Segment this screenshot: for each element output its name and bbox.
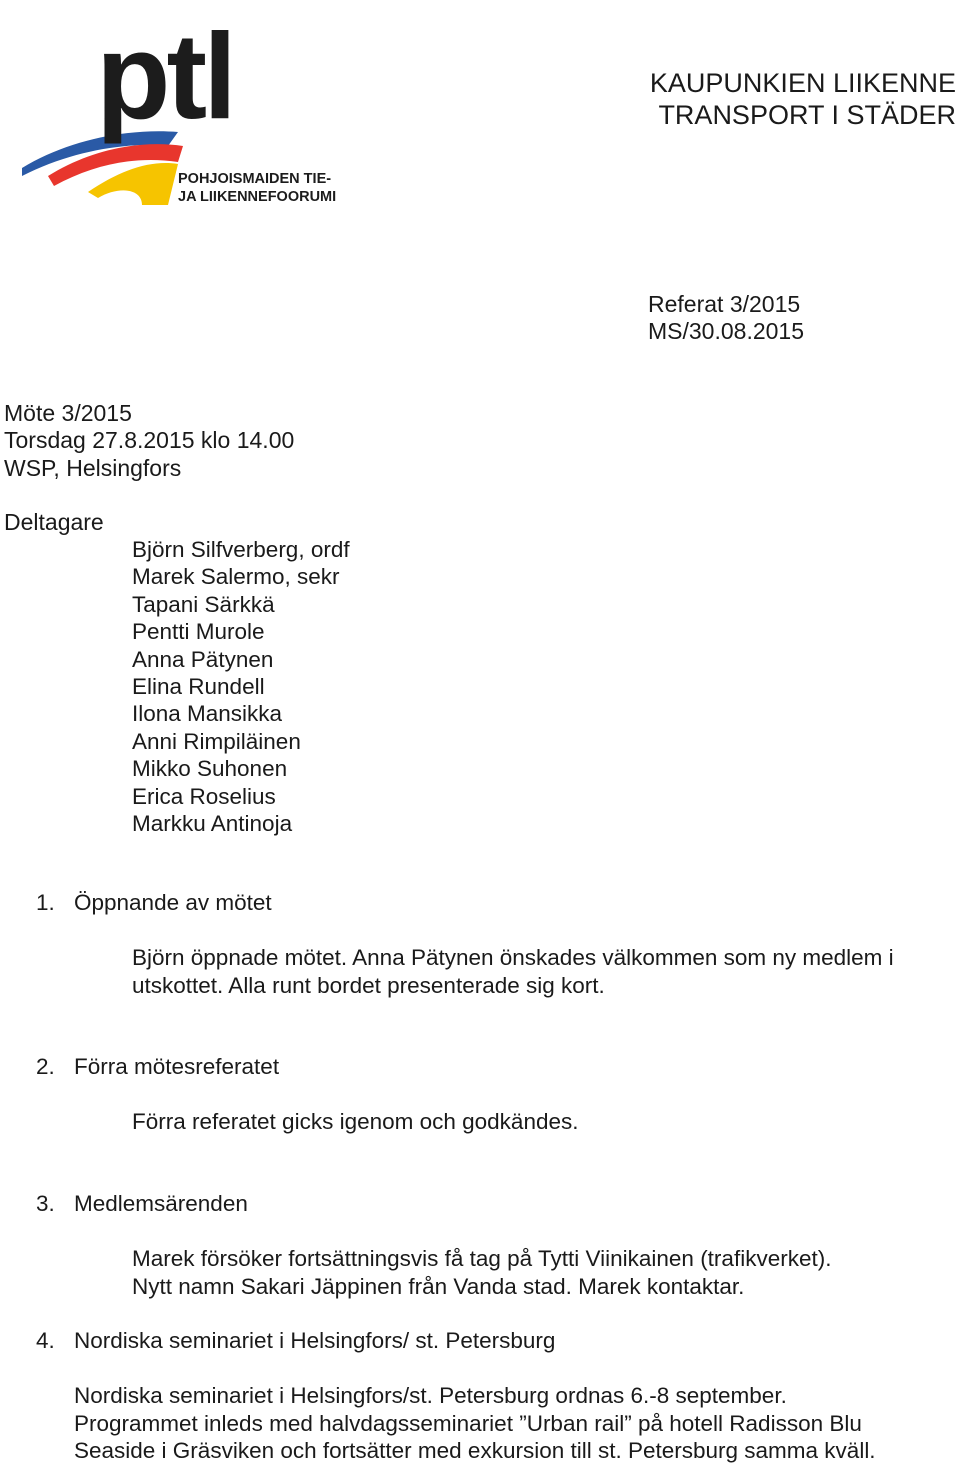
body-line: Björn öppnade mötet. Anna Pätynen önskades välkommen som ny medlem i (132, 945, 894, 970)
meeting-name: Möte 3/2015 (4, 400, 132, 426)
section-4-number: 4. (36, 1328, 55, 1353)
participant: Anni Rimpiläinen (132, 728, 301, 754)
section-1-title: Öppnande av mötet (74, 890, 272, 915)
body-line: Marek försöker fortsättningsvis få tag på Tytti Viinikainen (trafikverket). (132, 1246, 832, 1271)
participant: Anna Pätynen (132, 646, 274, 672)
participant: Marek Salermo, sekr (132, 564, 340, 590)
logo-wordmark: ptl (96, 8, 234, 144)
participant-list (132, 536, 350, 837)
section-1-body (132, 944, 894, 999)
logo-yellow-swoosh (88, 163, 178, 205)
section-4-title: Nordiska seminariet i Helsingfors/ st. Petersburg (74, 1328, 556, 1353)
participant: Elina Rundell (132, 674, 265, 700)
reference-number: Referat 3/2015 (648, 291, 801, 317)
participant: Markku Antinoja (132, 811, 293, 837)
section-3-number: 3. (36, 1191, 55, 1216)
participant: Pentti Murole (132, 619, 265, 645)
section-4-body (74, 1382, 876, 1465)
section-2-body (132, 1108, 578, 1136)
header-title-line2: TRANSPORT I STÄDER (658, 100, 956, 130)
body-line: Nytt namn Sakari Jäppinen från Vanda stad. Marek kontaktar. (132, 1273, 745, 1299)
header-title-line1: KAUPUNKIEN LIIKENNE (649, 68, 956, 98)
participants-heading: Deltagare (4, 509, 104, 535)
body-line: Programmet inleds med halvdagsseminariet ”Urban rail” på hotell Radisson Blu (74, 1410, 862, 1436)
participant: Björn Silfverberg, ordf (132, 537, 350, 562)
body-line: Förra referatet gicks igenom och godkändes. (132, 1109, 579, 1134)
meeting-location: WSP, Helsingfors (4, 455, 182, 481)
section-2-title: Förra mötesreferatet (74, 1054, 280, 1079)
body-line: utskottet. Alla runt bordet presenterade sig kort. (132, 972, 605, 998)
participant: Mikko Suhonen (132, 756, 288, 782)
reference-date: MS/30.08.2015 (648, 318, 805, 344)
logo-tagline-line2: JA LIIKENNEFOORUMI (178, 189, 337, 205)
ptl-logo-graphic (18, 0, 340, 210)
participant: Ilona Mansikka (132, 701, 283, 727)
body-line: Seaside i Gräsviken och fortsätter med exkursion till st. Petersburg samma kväll. (74, 1438, 876, 1463)
section-3-body (132, 1245, 831, 1300)
section-3-title: Medlemsärenden (74, 1191, 248, 1216)
section-1-number: 1. (36, 890, 55, 915)
participant: Tapani Särkkä (132, 591, 275, 617)
logo-tagline-line1: POHJOISMAIDEN TIE- (178, 171, 332, 187)
ptl-logo (18, 0, 340, 210)
section-2-number: 2. (36, 1054, 55, 1079)
body-line: Nordiska seminariet i Helsingfors/st. Petersburg ordnas 6.-8 september. (74, 1383, 787, 1408)
meeting-datetime: Torsdag 27.8.2015 klo 14.00 (4, 427, 295, 453)
participant: Erica Roselius (132, 783, 276, 809)
